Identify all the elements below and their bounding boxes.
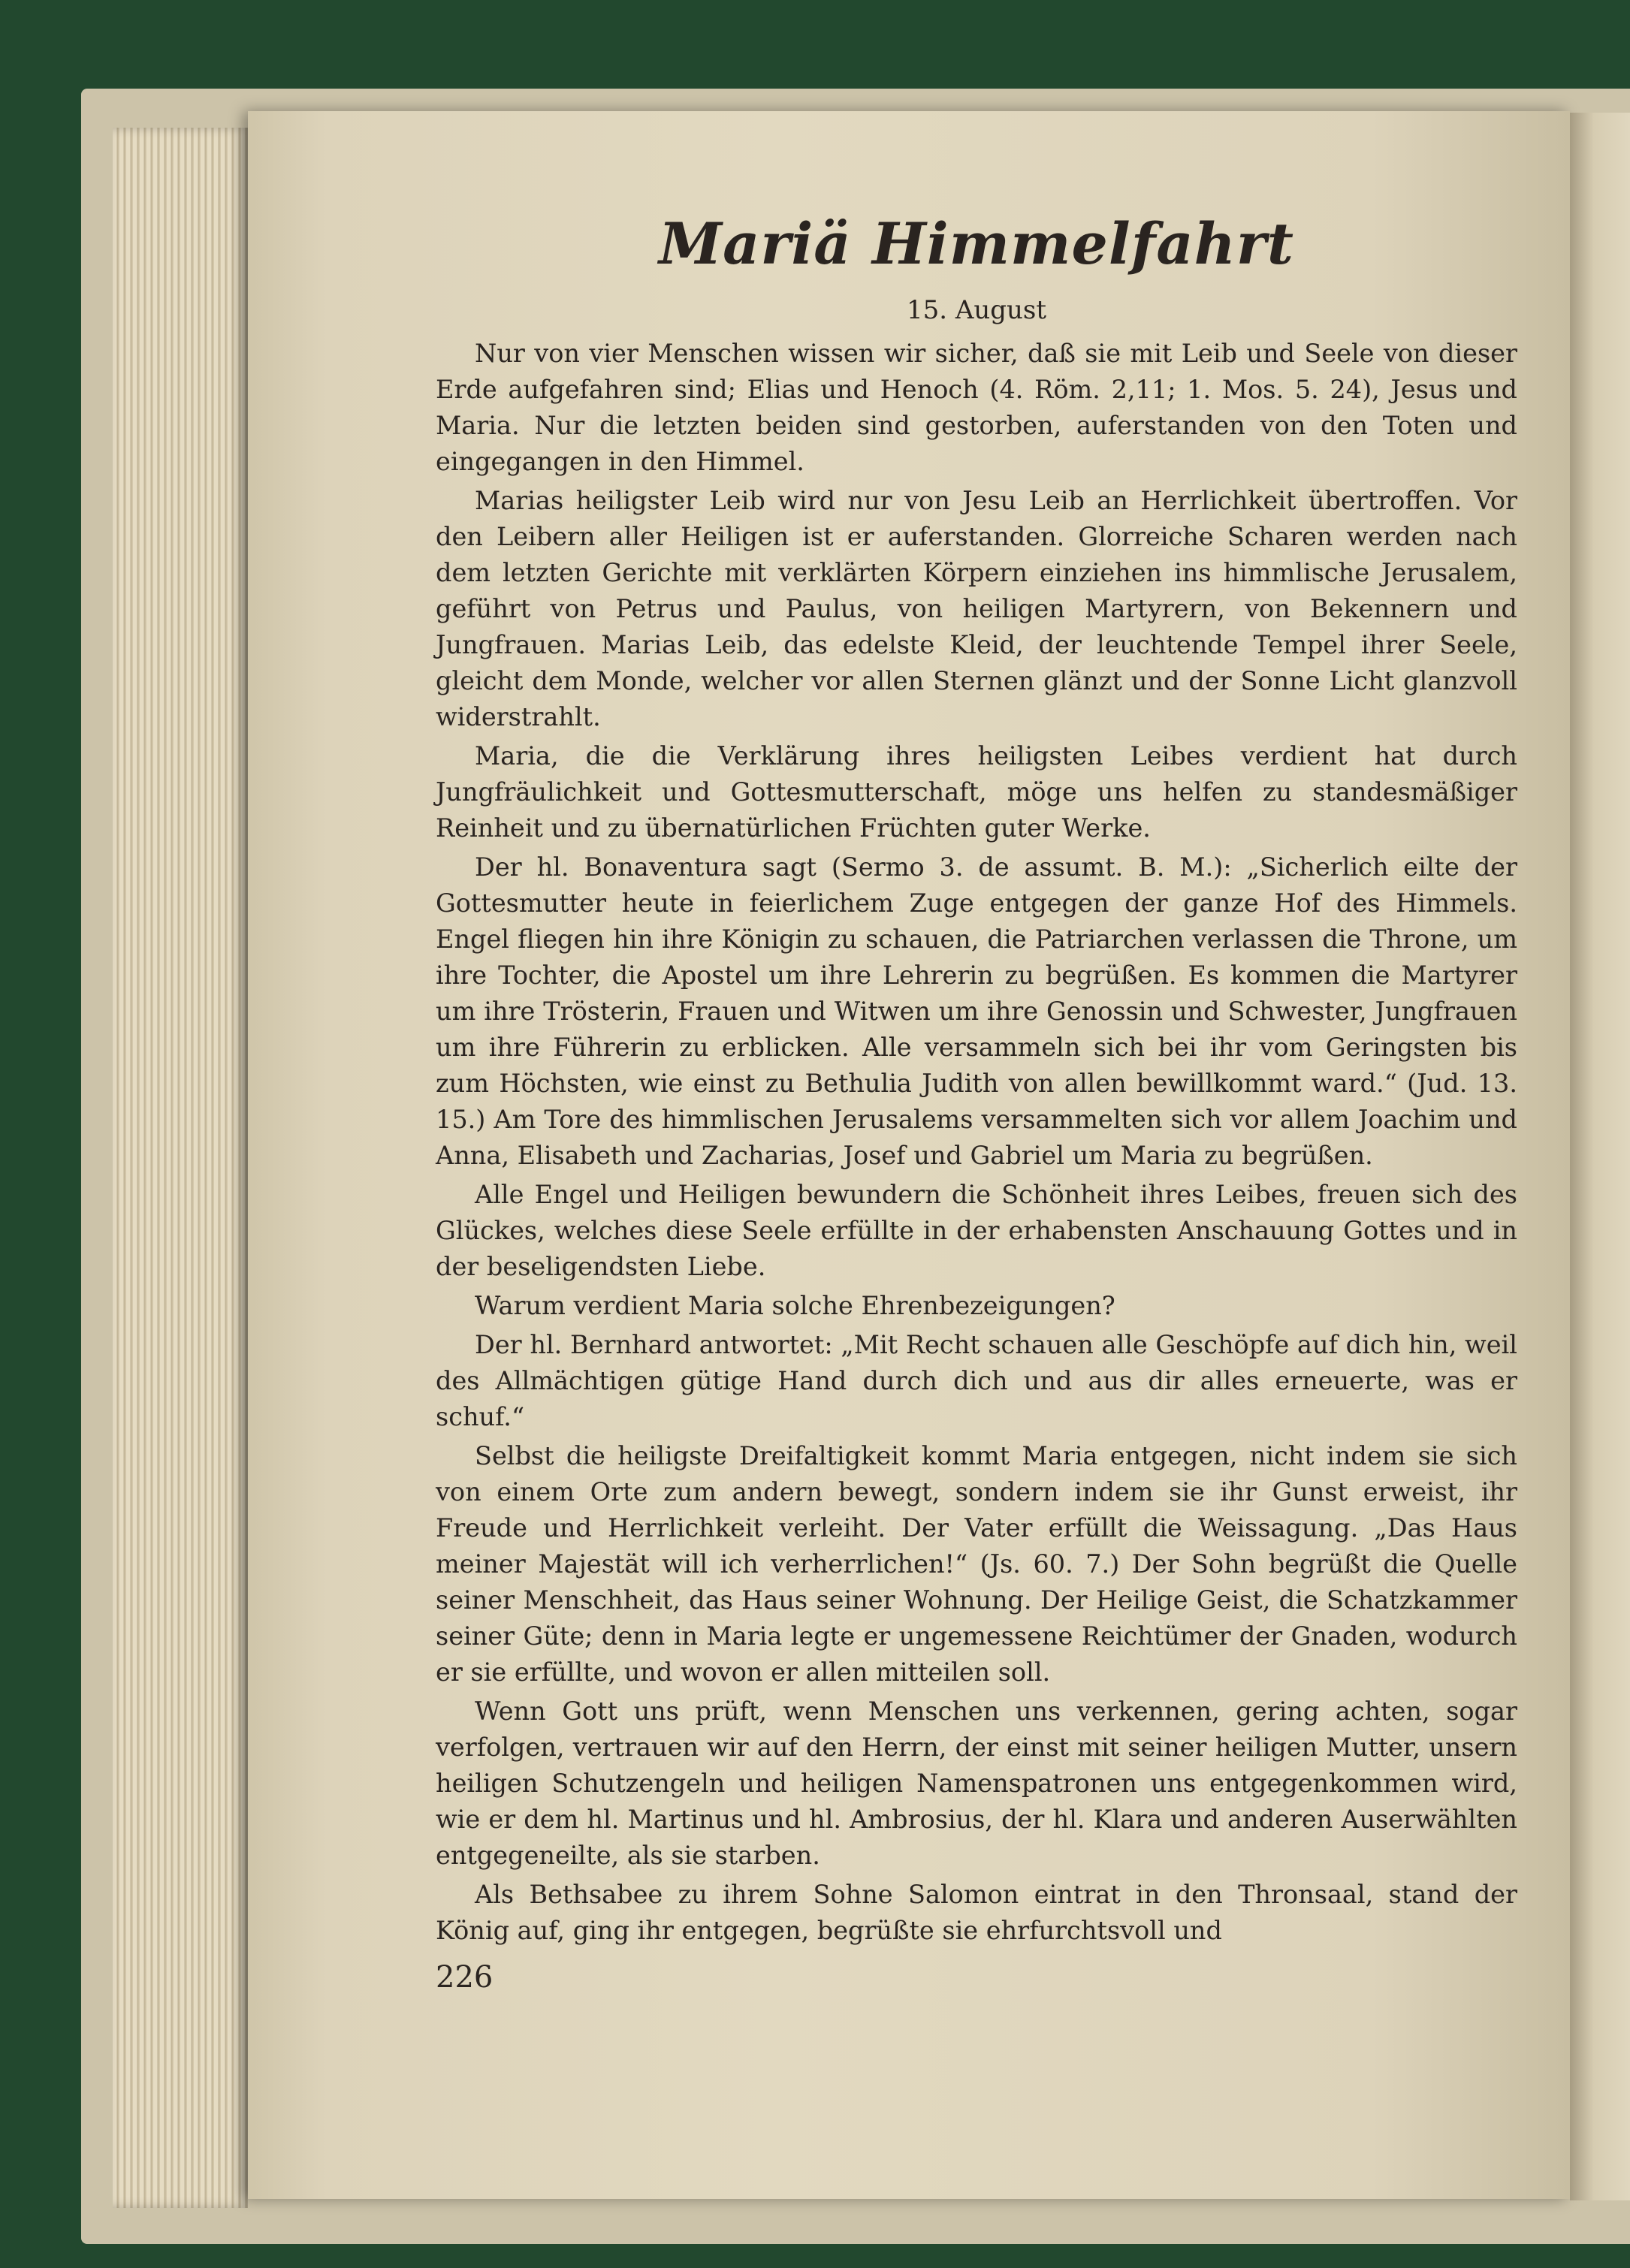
page-content [436, 210, 1517, 1952]
paragraph: Marias heiligster Leib wird nur von Jesu Leib an Herrlichkeit übertroffen. Vor den Leibern aller Heiligen ist er auferstanden. Glorreiche Scharen werden nach dem letzten Gerichte mit verklärten Körpern einziehen ins himmlische Jerusalem, geführt von Petrus und Paulus, von heiligen Martyrern, von Bekennern und Jungfrauen. Marias Leib, das edelste Kleid, der leuchtende Tempel ihrer Seele, gleicht dem Monde, welcher vor allen Sternen glänzt und der Sonne Licht glanzvoll widerstrahlt. [436, 486, 1517, 731]
body-text [436, 336, 1517, 1949]
paragraph: Maria, die die Verklärung ihres heiligsten Leibes verdient hat durch Jungfräulichkeit und Gottesmutterschaft, möge uns helfen zu standesmäßiger Reinheit und zu übernatürlichen Früchten guter Werke. [436, 741, 1517, 843]
paragraph: Nur von vier Menschen wissen wir sicher, daß sie mit Leib und Seele von dieser Erde aufgefahren sind; Elias und Henoch (4. Röm. 2,11; 1. Mos. 5. 24), Jesus und Maria. Nur die letzten beiden sind gestorben, auferstanden von den Toten und eingegangen in den Himmel. [436, 339, 1517, 476]
feast-date: 15. August [906, 295, 1047, 325]
paragraph: Warum verdient Maria solche Ehrenbezeigungen? [475, 1291, 1115, 1320]
paragraph: Selbst die heiligste Dreifaltigkeit kommt Maria entgegen, nicht indem sie sich von einem Orte zum andern bewegt, sondern indem sie ihr Gunst erweist, ihr Freude und Herrlichkeit verleiht. Der Vater erfüllt die Weissagung. „Das Haus meiner Majestät will ich verherrlichen!“ (Js. 60. 7.) Der Sohn begrüßt die Quelle seiner Menschheit, das Haus seiner Wohnung. Der Heilige Geist, die Schatzkammer seiner Güte; denn in Maria legte er ungemessene Reichtümer der Gnaden, wodurch er sie erfüllte, und wovon er allen mitteilen soll. [436, 1441, 1517, 1687]
page-gutter [1570, 113, 1630, 2200]
paragraph: Der hl. Bernhard antwortet: „Mit Recht schauen alle Geschöpfe auf dich hin, weil des Allmächtigen gütige Hand durch dich und aus dir alles erneuerte, was er schuf.“ [436, 1330, 1517, 1431]
paragraph: Der hl. Bonaventura sagt (Sermo 3. de assumt. B. M.): „Sicherlich eilte der Gottesmutter heute in feierlichem Zuge entgegen der ganze Hof des Himmels. Engel fliegen hin ihre Königin zu schauen, die Patriarchen verlassen die Throne, um ihre Tochter, die Apostel um ihre Lehrerin zu begrüßen. Es kommen die Martyrer um ihre Trösterin, Frauen und Witwen um ihre Genossin und Schwester, Jungfrauen um ihre Führerin zu erblicken. Alle versammeln sich bei ihr vom Geringsten bis zum Höchsten, wie einst zu Bethulia Judith von allen bewillkommt ward.“ (Jud. 13. 15.) Am Tore des himmlischen Jerusalems versammelten sich vor allem Joachim und Anna, Elisabeth und Zacharias, Josef und Gabriel um Maria zu begrüßen. [436, 852, 1517, 1170]
page-number: 226 [436, 1960, 494, 1995]
page-edges [113, 128, 248, 2208]
page-title: Mariä Himmelfahrt [658, 210, 1295, 277]
paragraph: Als Bethsabee zu ihrem Sohne Salomon eintrat in den Thronsaal, stand der König auf, ging ihr entgegen, begrüßte sie ehrfurchtsvoll und [436, 1880, 1517, 1945]
paragraph: Alle Engel und Heiligen bewundern die Schönheit ihres Leibes, freuen sich des Glückes, welches diese Seele erfüllte in der erhabensten Anschauung Gottes und in der beseligendsten Liebe. [436, 1180, 1517, 1281]
paragraph: Wenn Gott uns prüft, wenn Menschen uns verkennen, gering achten, sogar verfolgen, vertrauen wir auf den Herrn, der einst mit seiner heiligen Mutter, unsern heiligen Schutzengeln und heiligen Namenspatronen uns entgegenkommen wird, wie er dem hl. Martinus und hl. Ambrosius, der hl. Klara und anderen Auserwählten entgegeneilte, als sie starben. [436, 1696, 1517, 1870]
